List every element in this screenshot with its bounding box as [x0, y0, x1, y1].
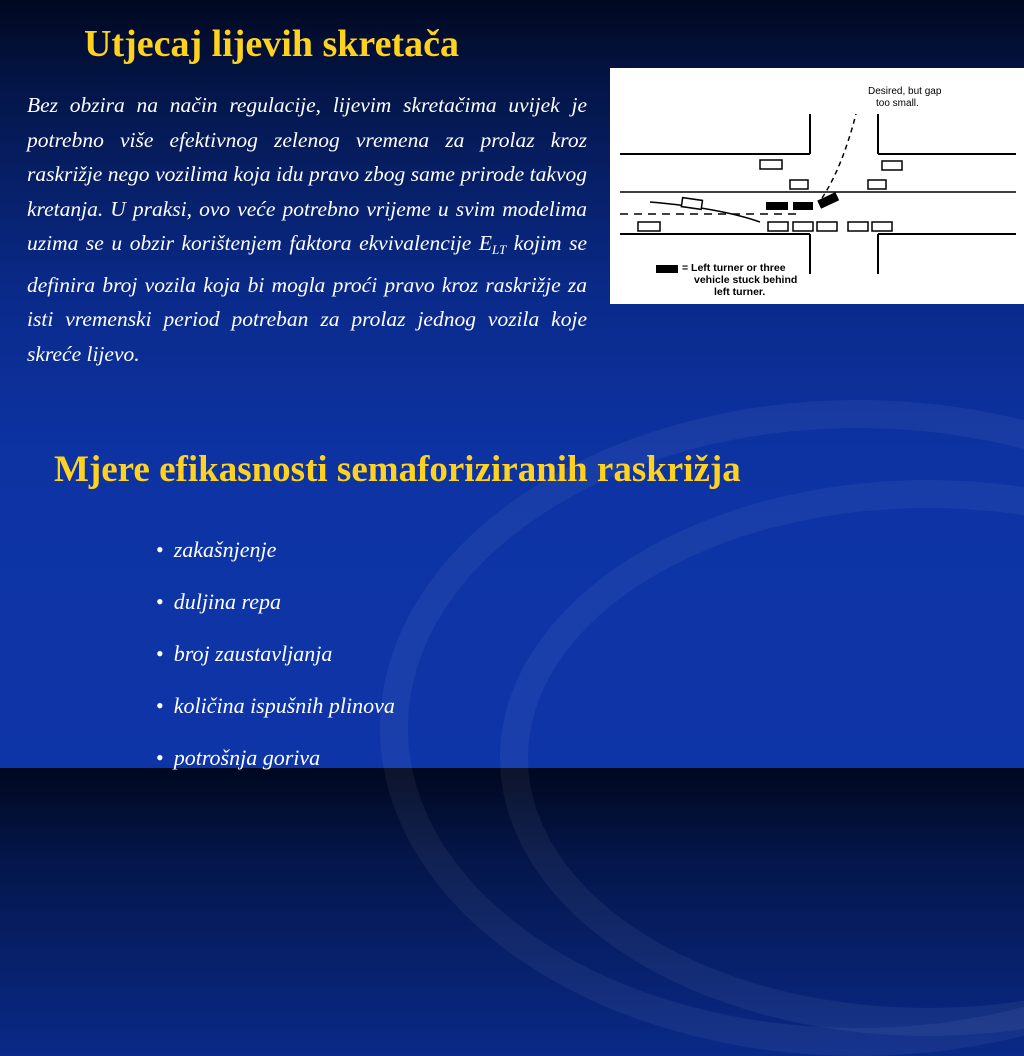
bullet-icon: •: [156, 589, 164, 614]
list-item: [156, 628, 395, 680]
bullet-icon: •: [156, 745, 164, 770]
list-item-label: duljina repa: [173, 589, 282, 614]
legend-line1: = Left turner or three: [682, 262, 786, 274]
list-item: [156, 576, 395, 628]
list-item: [156, 524, 395, 576]
bullet-icon: •: [156, 537, 164, 562]
annotation-line2: too small.: [876, 98, 919, 109]
annotation-line1: Desired, but gap: [868, 86, 942, 97]
list-item-label: zakašnjenje: [173, 537, 277, 562]
left-turn-diagram: [610, 68, 1024, 304]
list-item: [156, 732, 395, 784]
slide-title: Utjecaj lijevih skretača: [84, 23, 459, 65]
legend-line3: left turner.: [714, 286, 766, 298]
paragraph-text-continued: kojim se definira broj vozila koja bi mogla proći pravo kroz raskrižje za isti vremenski period potreban za prolaz jednog vozila koje skreće lijevo.: [27, 231, 587, 366]
list-item-label: broj zaustavljanja: [173, 641, 333, 666]
body-paragraph: [27, 88, 587, 371]
list-item-label: količina ispušnih plinova: [173, 693, 395, 718]
list-item: [156, 680, 395, 732]
subscript-lt: LT: [491, 242, 507, 257]
section-subtitle: Mjere efikasnosti semaforiziranih raskrižja: [54, 449, 741, 490]
paragraph-text: Bez obzira na način regulacije, lijevim skretačima uvijek je potrebno više efektivnog zelenog vremena za prolaz kroz raskrižje nego vozilima koja idu pravo zbog same prirode takvog kretanja. U praksi, ovo veće potrebno vrijeme u svim modelima uzima se u obzir korištenjem faktora ekvivalencije E: [27, 93, 587, 255]
bullet-icon: •: [156, 693, 164, 718]
measures-list: [156, 524, 395, 784]
legend-line2: vehicle stuck behind: [694, 274, 798, 286]
list-item-label: potrošnja goriva: [173, 745, 321, 770]
bullet-icon: •: [156, 641, 164, 666]
intersection-svg: [610, 68, 1024, 304]
